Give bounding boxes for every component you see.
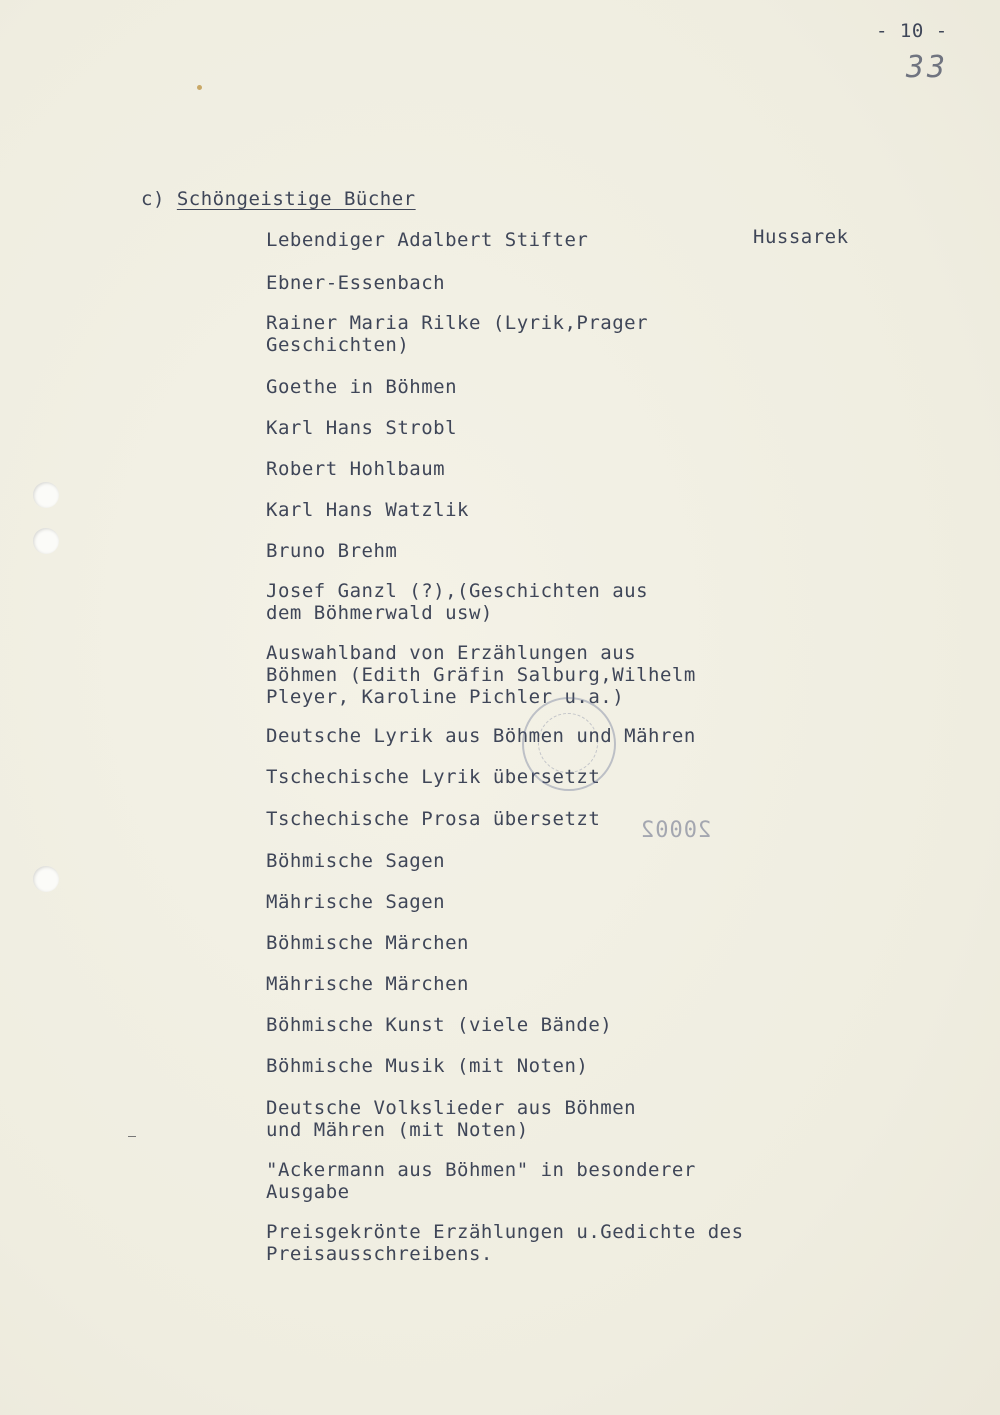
entry-line: Deutsche Lyrik aus Böhmen und Mähren (266, 725, 696, 747)
folio-number: 33 (906, 50, 949, 85)
entry-line: Böhmische Märchen (266, 932, 469, 954)
list-item (266, 1055, 588, 1077)
list-item (266, 891, 445, 913)
entry-line: Robert Hohlbaum (266, 458, 446, 480)
list-item (266, 642, 696, 708)
entry-line: dem Böhmerwald usw) (266, 602, 493, 624)
entry-line: Mährische Sagen (266, 891, 446, 913)
list-item (266, 499, 469, 521)
list-item (266, 540, 397, 562)
entry-line: Auswahlband von Erzählungen aus (266, 642, 637, 664)
punch-hole (33, 528, 59, 554)
entry-line: Tschechische Lyrik übersetzt (266, 766, 601, 788)
list-item (266, 312, 648, 356)
entry-line: Preisausschreibens. (266, 1243, 493, 1265)
author-note: Hussarek (753, 226, 849, 248)
entry-line: Geschichten) (266, 334, 410, 356)
entry-line: Ausgabe (266, 1181, 350, 1203)
entry-line: Preisgekrönte Erzählungen u.Gedichte des (266, 1221, 744, 1243)
entry-line: Josef Ganzl (?),(Geschichten aus (266, 580, 649, 602)
entry-line: Karl Hans Strobl (266, 417, 458, 439)
margin-mark (128, 1136, 136, 1137)
entry-line: Goethe in Böhmen (266, 376, 458, 398)
list-item (266, 1159, 696, 1203)
list-item (266, 458, 445, 480)
entry-line: Böhmische Musik (mit Noten) (266, 1055, 589, 1077)
section-title: Schöngeistige Bücher (176, 188, 416, 210)
list-item (266, 973, 469, 995)
list-item (266, 229, 588, 251)
entry-line: Karl Hans Watzlik (266, 499, 469, 521)
list-item (266, 376, 457, 398)
list-item (266, 850, 445, 872)
entry-line: und Mähren (mit Noten) (266, 1119, 529, 1141)
entry-line: Böhmische Kunst (viele Bände) (266, 1014, 613, 1036)
list-item (266, 580, 648, 624)
entry-line: Böhmische Sagen (266, 850, 446, 872)
entry-line: "Ackermann aus Böhmen" in besonderer (266, 1159, 696, 1181)
list-item (266, 1014, 612, 1036)
list-item (266, 272, 445, 294)
entry-line: Lebendiger Adalbert Stifter (266, 229, 589, 251)
paper-spot (197, 85, 202, 90)
list-item (266, 932, 469, 954)
entry-line: Bruno Brehm (266, 540, 398, 562)
entry-line: Tschechische Prosa übersetzt (266, 808, 601, 830)
list-item (266, 808, 600, 830)
page-number: - 10 - (876, 20, 948, 42)
entry-line: Rainer Maria Rilke (Lyrik,Prager (266, 312, 649, 334)
archive-stamp (522, 697, 616, 791)
entry-line: Ebner-Essenbach (266, 272, 446, 294)
section-label: c) (141, 188, 165, 210)
list-item (266, 417, 457, 439)
list-item (266, 1221, 744, 1265)
section-heading (141, 188, 416, 210)
punch-hole (33, 482, 59, 508)
entry-line: Böhmen (Edith Gräfin Salburg,Wilhelm (266, 664, 696, 686)
list-item (266, 1097, 636, 1141)
entry-line: Mährische Märchen (266, 973, 469, 995)
entry-line: Pleyer, Karoline Pichler u.a.) (266, 686, 625, 708)
stamp-number: 20002 (640, 818, 712, 843)
list-item (266, 725, 696, 747)
entry-line: Deutsche Volkslieder aus Böhmen (266, 1097, 637, 1119)
punch-hole (33, 866, 59, 892)
